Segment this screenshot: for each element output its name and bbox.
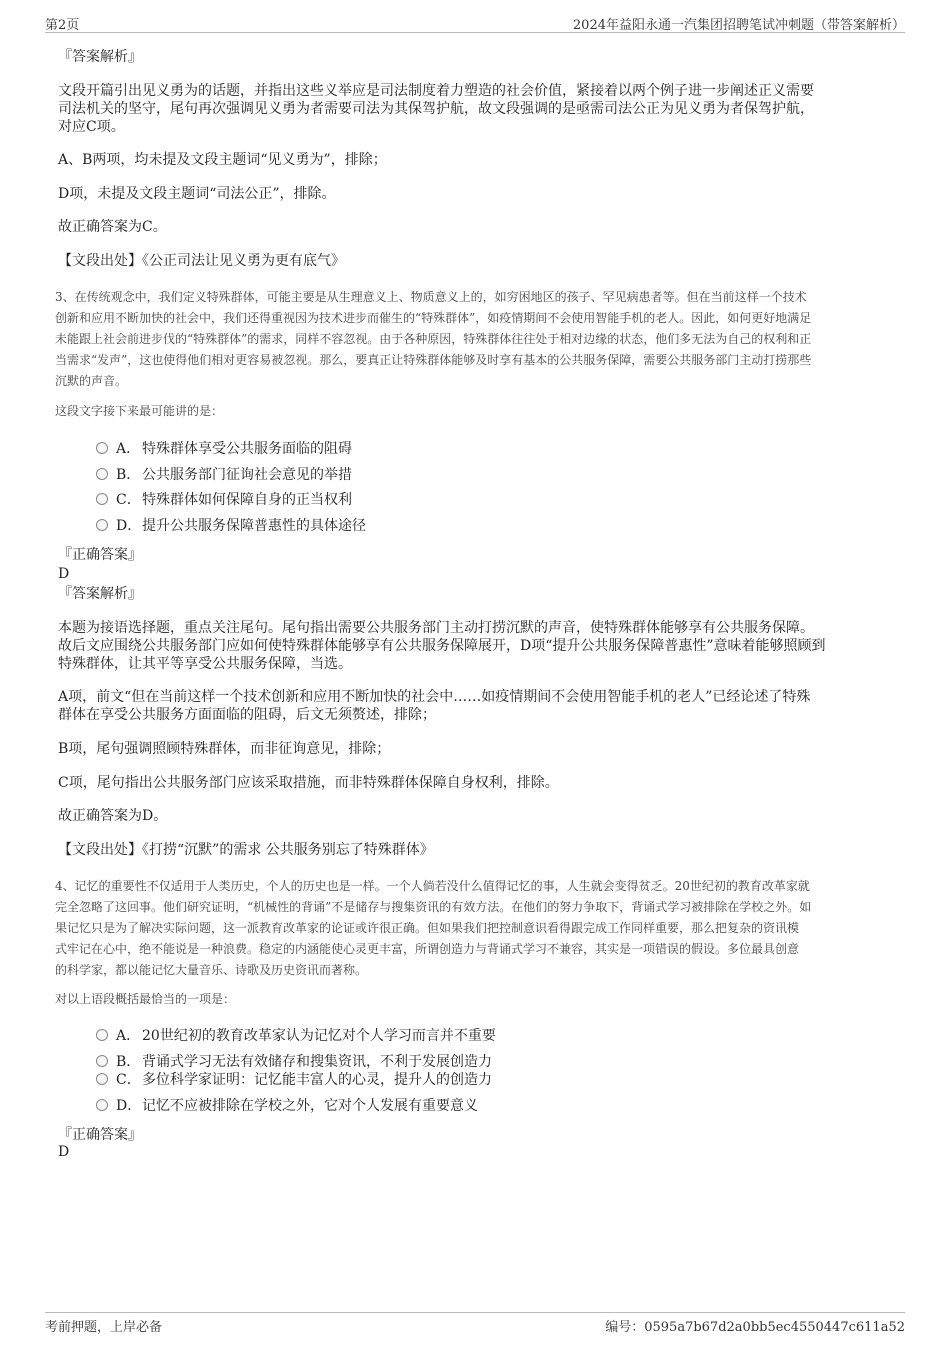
q4-question: 对以上语段概括最恰当的一项是： [55,992,236,1006]
radio-icon[interactable] [96,519,108,531]
q4-stem-line: 式牢记在心中，绝不能说是一种浪费。稳定的内涵能使心灵更丰富，所谓创造力与背诵式学习不兼容，其实是一项错误的假设。多位最具创意 [55,942,800,956]
document-id: 编号：0595a7b67d2a0bb5ec4550447c611a52 [605,1320,905,1335]
q4-stem-line: 的科学家，都以能记忆大量音乐、诗歌及历史资讯而著称。 [55,963,368,977]
q3-analysis-text [58,619,826,673]
q3-stem-line: 当需求“发声”，这也使得他们相对更容易被忽视。那么，要真正让特殊群体能够及时享有基本的公共服务保障，需要公共服务部门主动打捞那些 [55,353,812,367]
page-header [45,14,905,33]
q2-analysis-label: 『答案解析』 [58,49,142,65]
radio-icon[interactable] [96,1055,108,1067]
footer-slogan: 考前押题，上岸必备 [45,1320,163,1335]
q3-source: 【文段出处】《打捞“沉默”的需求 公共服务别忘了特殊群体》 [58,842,434,858]
q2-analysis-text [58,82,814,136]
q3-stem-line: 创新和应用不断加快的社会中，我们还得重视因为技术进步而催生的“特殊群体”，如疫情期间不会使用智能手机的老人。因此，如何更好地满足 [55,311,812,325]
radio-icon[interactable] [96,1073,108,1085]
q3-analysis-line: 本题为接语选择题，重点关注尾句。尾句指出需要公共服务部门主动打捞沉默的声音，使特殊群体能够享有公共服务保障。 [58,620,814,636]
q2-analysis-line: 司法机关的坚守，尾句再次强调见义勇为者需要司法为其保驾护航，故文段强调的是亟需司法公正为见义勇为者保驾护航， [58,101,814,117]
radio-icon[interactable] [96,442,108,454]
q3-stem-line: 沉默的声音。 [55,374,128,388]
q3-analysis-line: 特殊群体，让其平等享受公共服务保障，当选。 [58,656,352,672]
radio-icon[interactable] [96,468,108,480]
q3-note-a [58,688,810,724]
q4-answer: D [58,1144,70,1160]
q3-conclusion: 故正确答案为D。 [58,808,168,824]
radio-icon[interactable] [96,1029,108,1041]
q3-analysis-line: 故后文应围绕公共服务部门应如何使特殊群体能够享有公共服务保障展开，D项“提升公共服务保障普惠性”意味着能够照顾到 [58,638,826,654]
q2-analysis-line: 文段开篇引出见义勇为的话题，并指出这些义举应是司法制度着力塑造的社会价值，紧接着以两个例子进一步阐述正义需要 [58,83,814,99]
q2-source: 【文段出处】《公正司法让见义勇为更有底气》 [58,253,345,269]
radio-icon[interactable] [96,1099,108,1111]
q4-stem-line: 4、记忆的重要性不仅适用于人类历史，个人的历史也是一样。一个人倘若没什么值得记忆的事，人生就会变得贫乏。20世纪初的教育改革家就 [55,879,810,893]
q3-stem-line: 未能跟上社会前进步伐的“特殊群体”的需求，同样不容忽视。由于各种原因，特殊群体往往处于相对边缘的状态，他们多无法为自己的权利和正 [55,332,812,346]
q4-option-a[interactable]: A． 20世纪初的教育改革家认为记忆对个人学习而言并不重要 [96,1027,496,1045]
q3-answer: D [58,566,70,582]
q3-stem-line: 3、在传统观念中，我们定义特殊群体，可能主要是从生理意义上、物质意义上的，如穷困地区的孩子、罕见病患者等。但在当前这样一个技术 [55,290,807,304]
q3-stem [55,287,811,392]
q3-answer-label: 『正确答案』 [58,547,142,563]
q4-option-b[interactable]: B． 背诵式学习无法有效储存和搜集资讯，不利于发展创造力 [96,1053,492,1071]
q4-option-d[interactable]: D．记忆不应被排除在学校之外，它对个人发展有重要意义 [96,1097,478,1115]
q3-option-c[interactable]: C．特殊群体如何保障自身的正当权利 [96,491,352,509]
q4-answer-label: 『正确答案』 [58,1127,142,1143]
q4-stem [55,876,811,981]
q3-note-c: C项，尾句指出公共服务部门应该采取措施，而非特殊群体保障自身权利，排除。 [58,775,559,791]
page-footer [45,1312,905,1335]
radio-icon[interactable] [96,493,108,505]
q3-option-d[interactable]: D．提升公共服务保障普惠性的具体途径 [96,517,366,535]
q3-option-b[interactable]: B． 公共服务部门征询社会意见的举措 [96,466,352,484]
q4-stem-line: 完全忽略了这回事。他们研究证明，“机械性的背诵”不是储存与搜集资讯的有效方法。在他们的努力争取下，背诵式学习被排除在学校之外。如 [55,900,812,914]
q4-stem-line: 果记忆只是为了解决实际问题，这一派教育改革家的论证或许很正确。但如果我们把控制意识看得跟完成工作同样重要，那么把复杂的资讯模 [55,921,800,935]
q2-conclusion: 故正确答案为C。 [58,219,167,235]
q3-note-b: B项，尾句强调照顾特殊群体，而非征询意见，排除； [58,741,391,757]
q3-question: 这段文字接下来最可能讲的是： [55,404,224,418]
q2-analysis-line: 对应C项。 [58,119,125,135]
q3-analysis-label: 『答案解析』 [58,586,142,602]
q4-option-c[interactable]: C．多位科学家证明：记忆能丰富人的心灵，提升人的创造力 [96,1071,492,1089]
page-number: 第2页 [45,18,80,33]
q2-note-ab: A、B两项，均未提及文段主题词“见义勇为”，排除； [58,152,387,168]
q3-note-a-line: A项，前文“但在当前这样一个技术创新和应用不断加快的社会中……如疫情期间不会使用智能手机的老人”已经论述了特殊 [58,689,811,705]
q2-note-d: D项，未提及文段主题词“司法公正”，排除。 [58,186,336,202]
q3-note-a-line: 群体在享受公共服务方面面临的阻碍，后文无须赘述，排除； [58,707,436,723]
document-title: 2024年益阳永通一汽集团招聘笔试冲刺题（带答案解析） [572,18,905,33]
q3-option-a[interactable]: A． 特殊群体享受公共服务面临的阻碍 [96,440,352,458]
